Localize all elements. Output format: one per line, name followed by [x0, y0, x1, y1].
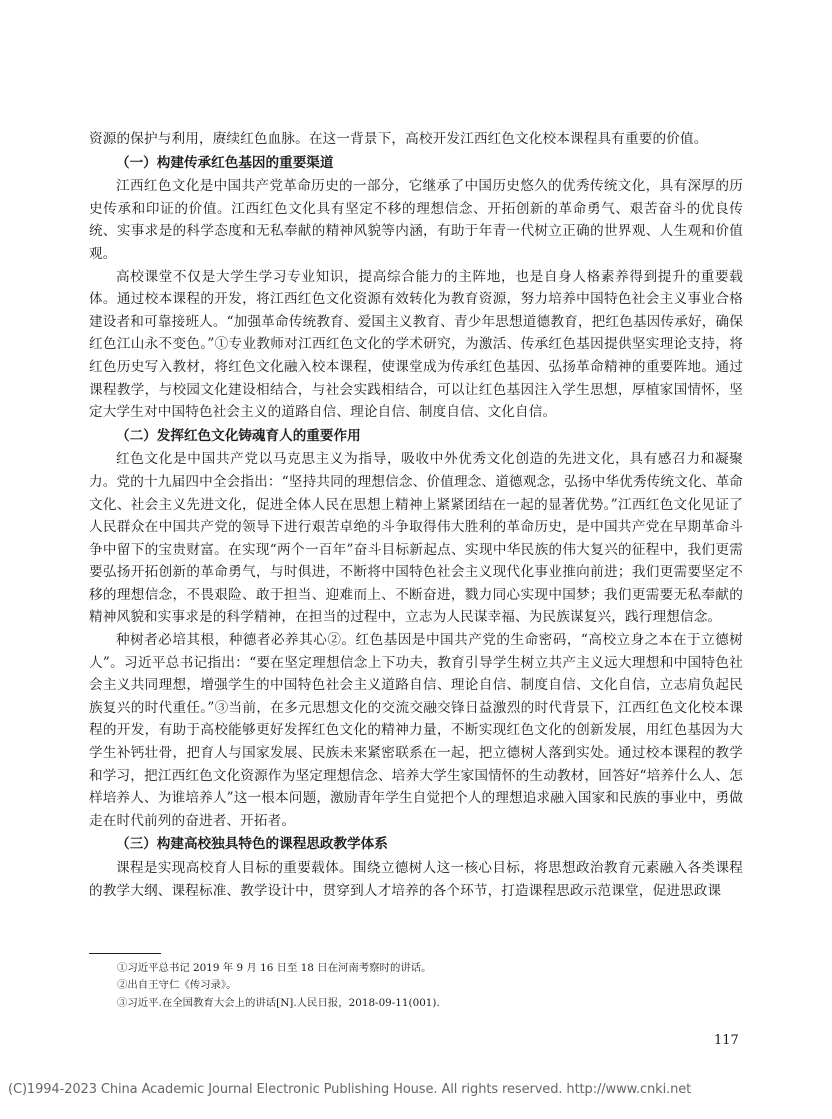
- footnote: ②出自王守仁《传习录》。: [117, 979, 237, 992]
- section-heading-3: （三）构建高校独具特色的课程思政教学体系: [116, 836, 388, 853]
- paragraph-intro-continuation: 资源的保护与利用，赓续红色血脉。在这一背景下，高校开发江西红色文化校本课程具有重要的价值。: [89, 131, 708, 147]
- article-body: [89, 128, 743, 902]
- paragraph: 红色文化是中国共产党以马克思主义为指导，吸收中外优秀文化创造的先进文化，具有感召力和凝聚力。党的十九届四中全会指出：“坚持共同的理想信念、价值理念、道德观念，弘扬中华优秀传统文化、革命文化、社会主义先进文化，促进全体人民在思想上精神上紧紧团结在一起的显著优势。”江西红色文化见证了人民群众在中国共产党的领导下进行艰苦卓绝的斗争取得伟大胜利的革命历史，是中国共产党在早期革命斗争中留下的宝贵财富。在实现“两个一百年”奋斗目标新起点、实现中华民族的伟大复兴的征程中，我们更需要弘扬开拓创新的革命勇气，与时俱进，不断将中国特色社会主义现代化事业推向前进；我们更需要坚定不移的理想信念，不畏艰险、敢于担当、迎难而上、不断奋进，戮力同心实现中国梦；我们更需要无私奉献的精神风貌和实事求是的科学精神，在担当的过程中，立志为人民谋幸福、为民族谋复兴，践行理想信念。: [89, 451, 743, 626]
- footnote: ③习近平.在全国教育大会上的讲话[N].人民日报，2018-09-11(001).: [117, 996, 440, 1009]
- copyright-footer: (C)1994-2023 China Academic Journal Electronic Publishing House. All rights reserved. http://www.cnki.net: [8, 1082, 692, 1097]
- footnote-divider: [89, 953, 161, 954]
- paragraph: 课程是实现高校育人目标的重要载体。围绕立德树人这一核心目标，将思想政治教育元素融入各类课程的教学大纲、课程标准、教学设计中，贯穿到人才培养的各个环节，打造课程思政示范课堂，促进思政课: [89, 860, 743, 899]
- paragraph: 江西红色文化是中国共产党革命历史的一部分，它继承了中国历史悠久的优秀传统文化，具有深厚的历史传承和印证的价值。江西红色文化具有坚定不移的理想信念、开拓创新的革命勇气、艰苦奋斗的优良传统、实事求是的科学态度和无私奉献的精神风貌等内涵，有助于年青一代树立正确的世界观、人生观和价值观。: [89, 178, 743, 262]
- paragraph: 种树者必培其根，种德者必养其心②。红色基因是中国共产党的生命密码，“高校立身之本在于立德树人”。习近平总书记指出：“要在坚定理想信念上下功夫，教育引导学生树立共产主义远大理想和中国特色社会主义共同理想，增强学生的中国特色社会主义道路自信、理论自信、制度自信、文化自信，立志肩负起民族复兴的时代重任。”③当前，在多元思想文化的交流交融交锋日益激烈的时代背景下，江西红色文化校本课程的开发，有助于高校能够更好发挥红色文化的精神力量，不断实现红色文化的创新发展，用红色基因为大学生补钙壮骨，把育人与国家发展、民族未来紧密联系在一起，把立德树人落到实处。通过校本课程的教学和学习，把江西红色文化资源作为坚定理想信念、培养大学生家国情怀的生动教材，回答好“培养什么人、怎样培养人、为谁培养人”这一根本问题，激励青年学生自觉把个人的理想追求融入国家和民族的事业中，勇做走在时代前列的奋进者、开拓者。: [89, 632, 743, 829]
- section-heading-2: （二）发挥红色文化铸魂育人的重要作用: [116, 427, 361, 444]
- paragraph: 高校课堂不仅是大学生学习专业知识，提高综合能力的主阵地，也是自身人格素养得到提升的重要载体。通过校本课程的开发，将江西红色文化资源有效转化为教育资源，努力培养中国特色社会主义事业合格建设者和可靠接班人。“加强革命传统教育、爱国主义教育、青少年思想道德教育，把红色基因传承好，确保红色江山永不变色。”①专业教师对江西红色文化的学术研究，为激活、传承红色基因提供坚实理论支持，将红色历史写入教材，将红色文化融入校本课程，使课堂成为传承红色基因、弘扬革命精神的重要阵地。通过课程教学，与校园文化建设相结合，与社会实践相结合，可以让红色基因注入学生思想，厚植家国情怀，坚定大学生对中国特色社会主义的道路自信、理论自信、制度自信、文化自信。: [89, 268, 743, 421]
- section-heading-1: （一）构建传承红色基因的重要渠道: [116, 154, 334, 171]
- page-number: 117: [714, 1033, 739, 1048]
- footnotes: [117, 960, 737, 1012]
- footnote: ①习近平总书记 2019 年 9 月 16 日至 18 日在河南考察时的讲话。: [117, 962, 432, 974]
